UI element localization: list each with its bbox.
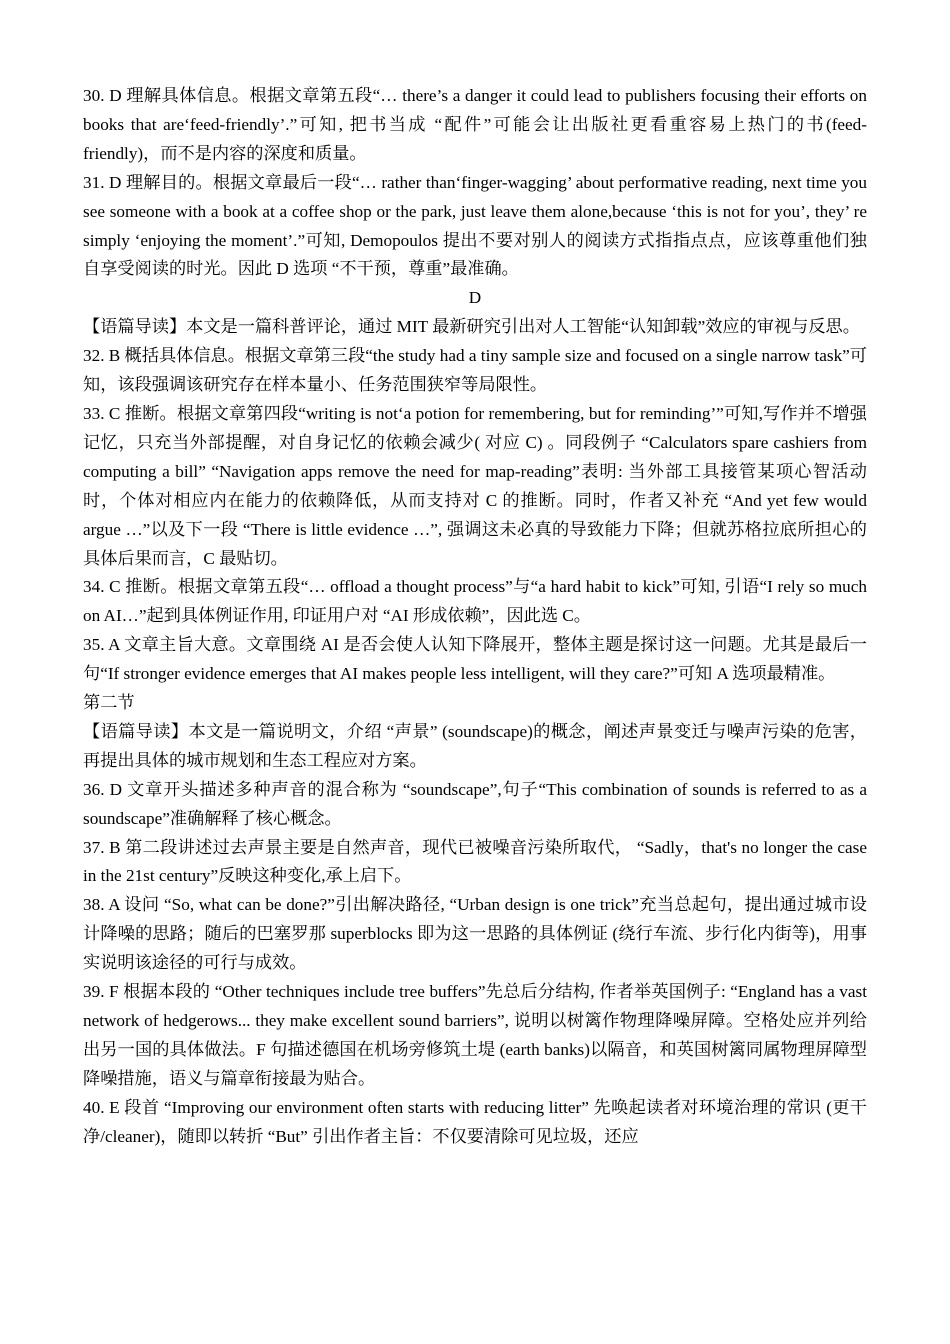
answer-40: 40. E 段首 “Improving our environment often starts with reducing litter” 先唤起读者对环境治理的常识 (更干净/cleaner)，随即以转折 “But” 引出作者主旨：不仅要清除可见垃圾，还应 (83, 1097, 867, 1146)
answer-38: 38. A 设问 “So, what can be done?”引出解决路径, “Urban design is one trick”充当总起句，提出通过城市设计降噪的思路；随后的巴塞罗那 superblocks 即为这一思路的具体例证 (绕行车流、步行化内街等)，用事实说明该途径的可行与成效。 (83, 895, 867, 973)
answer-39: 39. F 根据本段的 “Other techniques include tree buffers”先总后分结构, 作者举英国例子: “England has a vast network of hedgerows... they make excellent sound barriers”, 说明以树篱作物理降噪屏障。空格处应并列给出另一国的具体做法。F 句描述德国在机场旁修筑土堤 (earth banks)以隔音，和英国树篱同属物理屏障型降噪措施，语义与篇章衔接最为贴合。 (83, 982, 867, 1088)
section-heading-part-two: 第二节 (83, 693, 135, 713)
passage-guide-d: 【语篇导读】本文是一篇科普评论，通过 MIT 最新研究引出对人工智能“认知卸载”效应的审视与反思。 (83, 317, 860, 337)
answer-36: 36. D 文章开头描述多种声音的混合称为 “soundscape”,句子“This combination of sounds is referred to as a soundscape”准确解释了核心概念。 (83, 779, 867, 828)
section-heading-d: D (468, 288, 482, 308)
answer-document (83, 82, 867, 1152)
answer-35: 35. A 文章主旨大意。文章围绕 AI 是否会使人认知下降展开，整体主题是探讨这一问题。尤其是最后一句“If stronger evidence emerges that AI makes people less intelligent, will they care?”可知 A 选项最精准。 (83, 635, 867, 684)
answer-37: 37. B 第二段讲述过去声景主要是自然声音，现代已被噪音污染所取代， “Sadly，that's no longer the case in the 21st century”反映这种变化,承上启下。 (83, 837, 867, 886)
answer-31: 31. D 理解目的。根据文章最后一段“… rather than‘finger-wagging’ about performative reading, next time you see someone with a book at a coffee shop or the park, just leave them alone,because ‘this is not for you’, they’ re simply ‘enjoying the moment’.”可知, Demopoulos 提出不要对别人的阅读方式指指点点，应该尊重他们独自享受阅读的时光。因此 D 选项 “不干预，尊重”最准确。 (83, 172, 867, 279)
answer-34: 34. C 推断。根据文章第五段“… offload a thought process”与“a hard habit to kick”可知, 引语“I rely so much on AI…”起到具体例证作用, 印证用户对 “AI 形成依赖”，因此选 C。 (83, 577, 867, 626)
answer-30: 30. D 理解具体信息。根据文章第五段“… there’s a danger it could lead to publishers focusing their efforts on books that are‘feed-friendly’.”可知, 把书当成 “配件”可能会让出版社更看重容易上热门的书(feed-friendly)，而不是内容的深度和质量。 (83, 86, 867, 163)
passage-guide-part-two: 【语篇导读】本文是一篇说明文，介绍 “声景” (soundscape)的概念，阐述声景变迁与噪声污染的危害，再提出具体的城市规划和生态工程应对方案。 (83, 721, 867, 770)
answer-33: 33. C 推断。根据文章第四段“writing is not‘a potion for remembering, but for reminding’”可知,写作并不增强记忆，只充当外部提醒，对自身记忆的依赖会减少( 对应 C) 。同段例子 “Calculators spare cashiers from computing a bill” “Navigation apps remove the need for map-reading”表明: 当外部工具接管某项心智活动时，个体对相应内在能力的依赖降低，从而支持对 C 的推断。同时，作者又补充 “And yet few would argue …”以及下一段 “There is little evidence …”, 强调这未必真的导致能力下降；但就苏格拉底所担心的具体后果而言，C 最贴切。 (83, 403, 867, 568)
answer-32: 32. B 概括具体信息。根据文章第三段“the study had a tiny sample size and focused on a single narrow task”可知，该段强调该研究存在样本量小、任务范围狭窄等局限性。 (83, 346, 867, 395)
